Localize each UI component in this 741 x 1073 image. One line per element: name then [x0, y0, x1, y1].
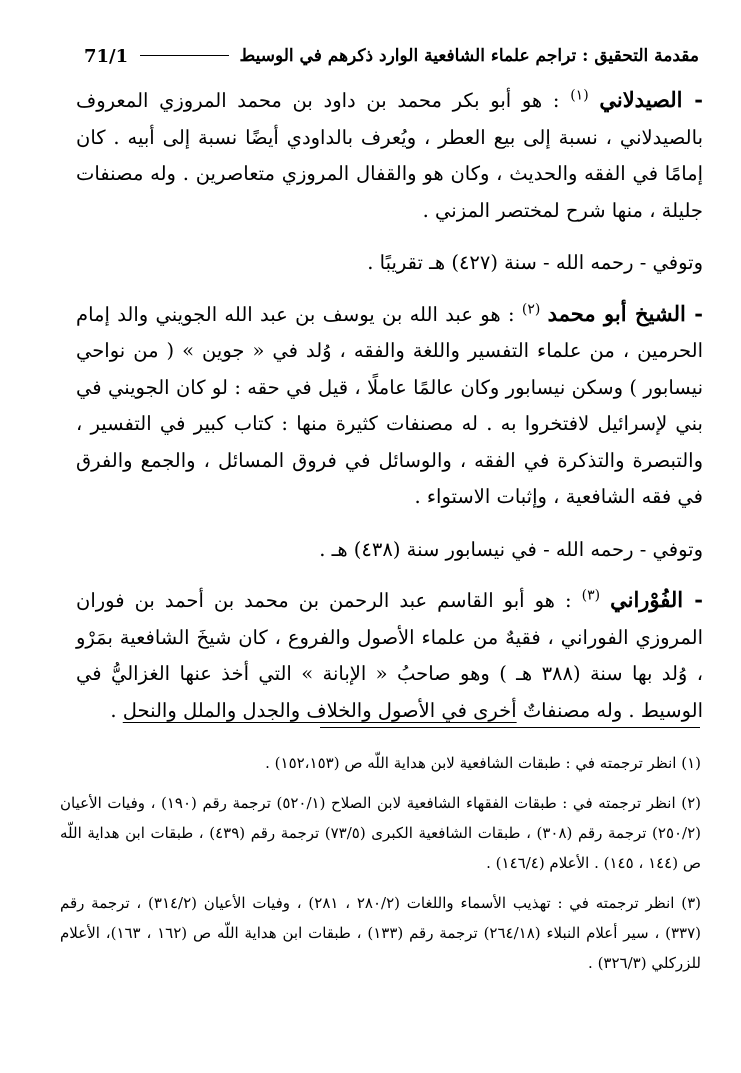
- header-rule: [140, 55, 229, 57]
- entry-paragraph: [76, 582, 703, 729]
- footnote: (٣) انظر ترجمته في : تهذيب الأسماء واللغات (٢٨٠/٢ ، ٢٨١) ، وفيات الأعيان (٣١٤/٢) ، ترجمة رقم (٣٣٧) ، سير أعلام النبلاء (٢٦٤/١٨) ترجمة رقم (١٣٣) ، طبقات ابن هداية اللّه ص (١٦٢ ، ١٦٣)، الأعلام للزركلي (٣٢٦/٣) .: [60, 894, 702, 972]
- underlined-text: أخرى في الأصول والخلاف والجدل والملل والنحل: [122, 698, 517, 722]
- header-title: مقدمة التحقيق : تراجم علماء الشافعية الوارد ذكرهم في الوسيط: [239, 46, 699, 66]
- entry-text: : هو أبو القاسم عبد الرحمن بن محمد بن أحمد بن فوران المروزي الفوراني ، فقيهٌ من علماء الأصول والفروع ، كان شيخَ الشافعية بمَرْو ، وُلد بها سنة (٣٨٨ هـ ) وهو صاحبُ « الإبانة » التي أخذ عنها الغزاليُّ في الوسيط . وله مصنفاتٌ: [76, 589, 703, 722]
- footnote: (٢) انظر ترجمته في : طبقات الفقهاء الشافعية لابن الصلاح (٥٢٠/١) ترجمة رقم (١٩٠) ، وفيات الأعيان (٢٥٠/٢) ترجمة رقم (٣٠٨) ، طبقات الشافعية الكبرى (٧٣/٥) ترجمة رقم (٤٣٩) ، طبقات ابن هداية اللّه ص (١٤٤ ، ١٤٥) . الأعلام (١٤٦/٤) .: [60, 794, 702, 872]
- footnote-divider: [320, 727, 700, 728]
- footnote-marker: (٣): [581, 587, 601, 604]
- entry-paragraph: [76, 296, 703, 516]
- entry-paragraph: [76, 82, 703, 229]
- running-header: [84, 40, 699, 72]
- footnote-marker: (٢): [521, 301, 541, 317]
- entry-name: - الشيخ أبو محمد: [547, 300, 704, 326]
- entry-text-end: .: [110, 698, 117, 722]
- entry-text: : هو عبد الله بن يوسف بن عبد الله الجويني والد إمام الحرمين ، من علماء التفسير واللغة والفقه ، وُلد في « جوين » ( من نواحي نيسابور ) وسكن نيسابور وكان عالمًا عاملًا ، قيل في حقه : لو كان الجويني في بني لإسرائيل لافتخروا به . له مصنفات كثيرة منها : كتاب كبير في التفسير ، والتبصرة والتذكرة في الفقه ، والوسائل في فروق المسائل ، والجمع والفرق في فقه الشافعية ، وإثبات الاستواء .: [76, 302, 703, 508]
- main-text: [76, 82, 703, 729]
- footnote-marker: (١): [570, 87, 589, 104]
- footnotes: [60, 748, 701, 988]
- death-line: وتوفي - رحمه الله - في نيسابور سنة (٤٣٨) هـ .: [319, 537, 703, 561]
- page-number: 71/1: [84, 45, 129, 67]
- footnote: (١) انظر ترجمته في : طبقات الشافعية لابن هداية اللّه ص (١٥٢،١٥٣) .: [265, 754, 701, 772]
- death-line: وتوفي - رحمه الله - سنة (٤٢٧) هـ تقريبًا .: [367, 251, 703, 274]
- entry-name: - الفُوْراني: [610, 587, 703, 612]
- entry-name: - الصيدلاني: [599, 87, 704, 112]
- entry-text: : هو أبو بكر محمد بن داود بن محمد المروزي المعروف بالصيدلاني ، نسبة إلى بيع العطر ، ويُعرف بالداودي أيضًا نسبة إلى أبيه . كان إمامًا في الفقه والحديث ، وكان هو والقفال المروزي متعاصرين . وله مصنفات جليلة ، منها شرح لمختصر المزني .: [76, 89, 703, 222]
